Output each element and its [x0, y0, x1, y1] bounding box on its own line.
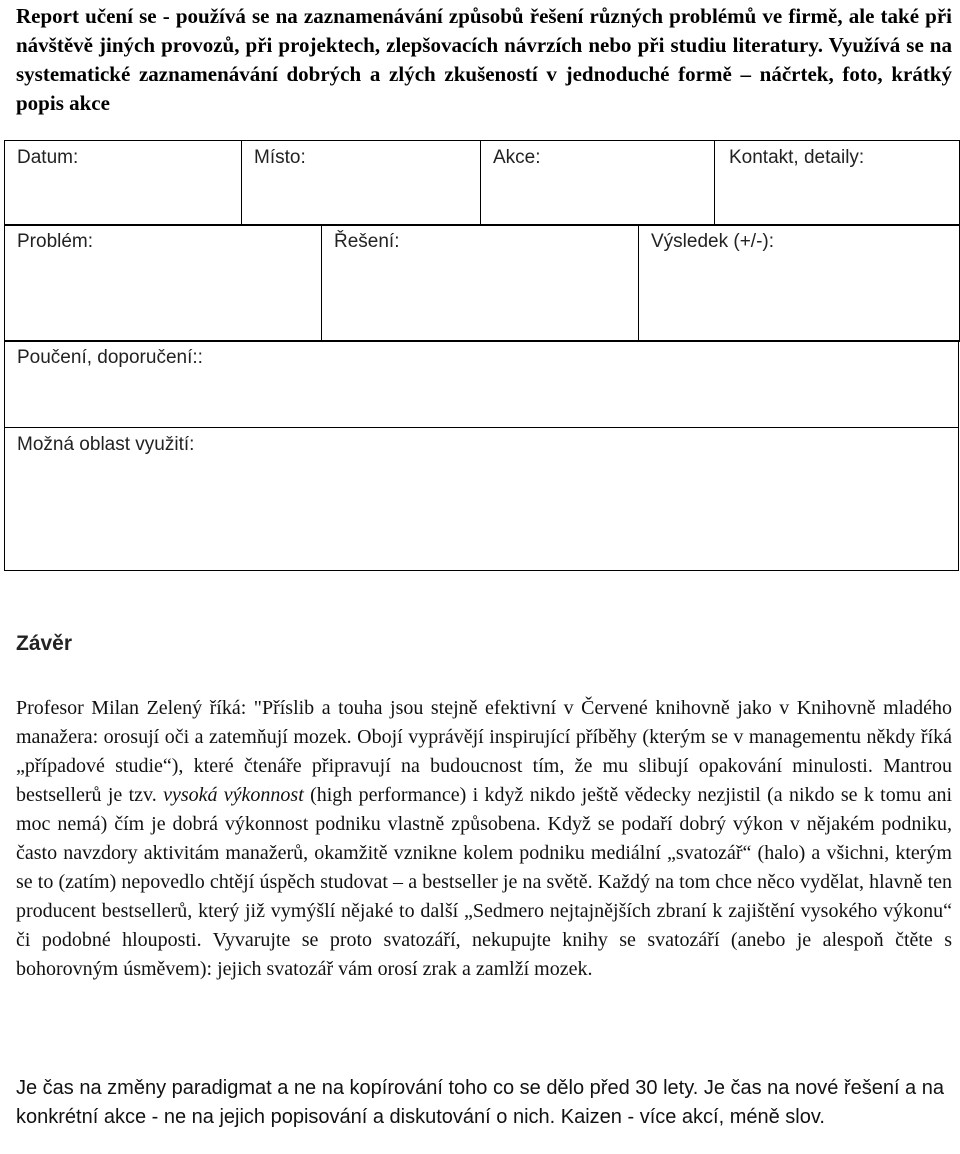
oblast-field[interactable]: Možná oblast využití: — [5, 428, 959, 571]
reseni-field[interactable]: Řešení: — [322, 225, 639, 342]
closing-paragraph: Je čas na změny paradigmat a ne na kopírování toho co se dělo před 30 lety. Je čas na nové řešení a na konkrétní akce - ne na jejich popisování a diskutování o nich. Kaizen - více akcí, méně slov. — [16, 1077, 944, 1128]
intro-paragraph: Report učení se - používá se na zaznamenávání způsobů řešení různých problémů ve firmě, ale také při návštěvě jiných provozů, při projektech, zlepšovacích návrzích nebo při studiu literatury. Využívá se na systematické zaznamenávání dobrých a zlých zkušeností v jednoduché formě – náčrtek, foto, krátký popis akce — [16, 4, 952, 115]
conclusion-italic-term: vysoká výkonnost — [163, 784, 304, 806]
form-row-problem — [4, 224, 960, 342]
conclusion-paragraph — [16, 694, 952, 984]
form-row-header — [4, 140, 960, 226]
form-row-oblast — [4, 427, 959, 571]
form-row-pouceni — [4, 340, 959, 428]
conclusion-heading: Závěr — [16, 632, 73, 655]
akce-field[interactable]: Akce: — [481, 141, 715, 226]
vysledek-field[interactable]: Výsledek (+/-): — [639, 225, 960, 342]
datum-field[interactable]: Datum: — [5, 141, 242, 226]
problem-field[interactable]: Problém: — [5, 225, 322, 342]
conclusion-text-part2: (high performance) i když nikdo ještě vědecky nezjistil (a nikdo se k tomu ani moc nemá) čím je dobrá výkonnost podniku vlastně způsobena. Když se podaří dobrý výkon v nějakém podniku, často navzdory aktivitám manažerů, okamžitě vznikne kolem podniku mediální „svatozář“ (halo) a všichni, kterým se to (zatím) nepovedlo chtějí úspěch studovat – a bestseller je na světě. Každý na tom chce něco vydělat, hlavně ten producent bestsellerů, který již vymýšlí nějaké to další „Sedmero nejtajnějších zbraní k zajištění vysokého výkonu“ či podobné hlouposti. Vyvarujte se proto svatozáří, nekupujte knihy se svatozáří (anebo je alespoň čtěte s bohorovným úsměvem): jejich svatozář vám orosí zrak a zamlží mozek. — [16, 784, 953, 980]
pouceni-field[interactable]: Poučení, doporučení:: — [5, 341, 959, 428]
kontakt-field[interactable]: Kontakt, detaily: — [715, 141, 960, 226]
conclusion-text-part1: Profesor Milan Zelený říká: "Příslib a touha jsou stejně efektivní v Červené knihovně jako v Knihovně mladého manažera: orosují oči a zatemňují mozek. Obojí vyprávějí inspirující příběhy (kterým se v managementu někdy říká „případové studie“), které čtenáře připravují na budoucnost tím, že mu slibují opakování minulosti. Mantrou bestsellerů je tzv. — [16, 697, 952, 806]
misto-field[interactable]: Místo: — [242, 141, 481, 226]
